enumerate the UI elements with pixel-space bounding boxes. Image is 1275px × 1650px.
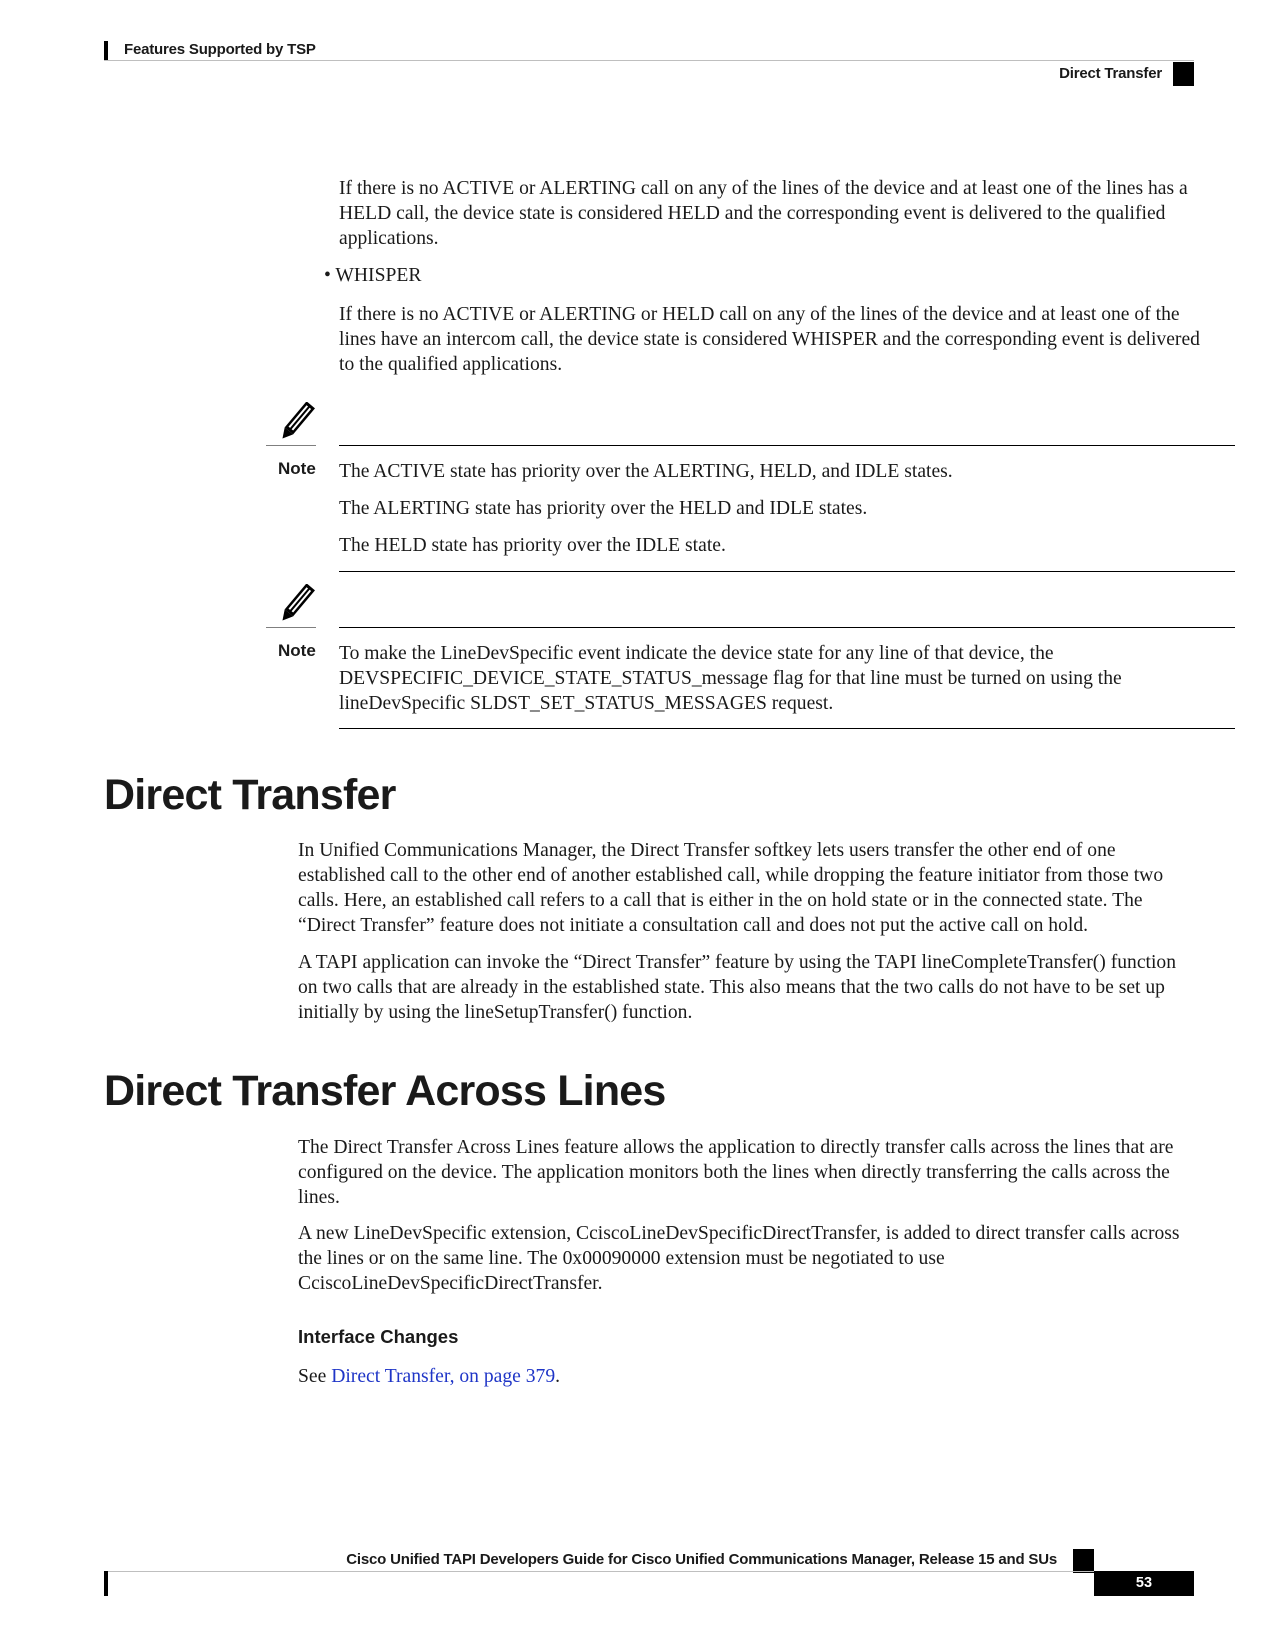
see-also-line <box>298 1364 1198 1389</box>
note-line: The ACTIVE state has priority over the ALERTING, HELD, and IDLE states. <box>339 461 953 482</box>
footer-page-number: 53 <box>1094 1571 1194 1596</box>
footer-rule <box>104 1571 1094 1572</box>
note-text: To make the LineDevSpecific event indicate the device state for any line of that device, the DEVSPECIFIC_DEVICE_STATE_STATUS_message flag for that line must be turned on using the lineDevSpecific SLDST_SET_STATUS_MESSAGES request. <box>339 643 1122 714</box>
paragraph: A new LineDevSpecific extension, CciscoLineDevSpecificDirectTransfer, is added to direct transfer calls across the lines or on the same line. The 0x00090000 extension must be negotiated to use CciscoLineDevSpecificDirectTransfer. <box>298 1223 1180 1294</box>
footer-left-bar <box>104 1571 108 1596</box>
section-title-direct-transfer: Direct Transfer <box>104 771 396 819</box>
see-prefix: See <box>298 1366 332 1387</box>
paragraph: A TAPI application can invoke the “Direct Transfer” feature by using the TAPI lineCompleteTransfer() function on two calls that are already in the established state. This also means that the two calls do not have to be set up initially by using the lineSetupTransfer() function. <box>298 952 1177 1023</box>
note-icon-rule <box>266 627 316 628</box>
see-suffix: . <box>555 1366 561 1387</box>
note-label: Note <box>278 641 316 660</box>
pencil-note-icon <box>276 402 318 442</box>
note-top-rule <box>339 445 1235 446</box>
note-label: Note <box>278 459 316 478</box>
whisper-paragraph: If there is no ACTIVE or ALERTING or HELD call on any of the lines of the device and at least one of the lines have an intercom call, the device state is considered WHISPER and the corresponding event is delivered to the qualified applications. <box>339 304 1200 375</box>
section-title-direct-transfer-across-lines: Direct Transfer Across Lines <box>104 1067 666 1115</box>
note-bottom-rule <box>339 571 1235 572</box>
footer-book-title: Cisco Unified TAPI Developers Guide for Cisco Unified Communications Manager, Release 15 and SUs <box>346 1551 1057 1568</box>
note-top-rule <box>339 627 1235 628</box>
paragraph: In Unified Communications Manager, the Direct Transfer softkey lets users transfer the other end of one established call to the other end of another established call, while dropping the feature initiator from those two calls. Here, an established call refers to a call that is either in the on hold state or in the connected state. The “Direct Transfer” feature does not initiate a consultation call and does not put the active call on hold. <box>298 840 1164 936</box>
header-rule <box>104 60 1194 61</box>
note-bottom-rule <box>339 728 1235 729</box>
footer-tab-marker <box>1073 1549 1094 1573</box>
note-line: The HELD state has priority over the IDLE state. <box>339 535 726 556</box>
header-section-title: Features Supported by TSP <box>124 41 316 58</box>
cross-reference-link[interactable]: Direct Transfer, on page 379 <box>331 1366 556 1387</box>
subheading-interface-changes: Interface Changes <box>298 1326 459 1347</box>
header-left-bar <box>104 41 108 61</box>
held-paragraph: If there is no ACTIVE or ALERTING call on any of the lines of the device and at least one of the lines has a HELD call, the device state is considered HELD and the corresponding event is delivered to the qualified applications. <box>339 178 1188 249</box>
pencil-note-icon <box>276 584 318 624</box>
bullet-whisper: • WHISPER <box>324 265 422 286</box>
note-line: The ALERTING state has priority over the HELD and IDLE states. <box>339 498 868 519</box>
note-icon-rule <box>266 445 316 446</box>
header-running-title: Direct Transfer <box>1059 65 1162 82</box>
header-tab-marker <box>1173 62 1194 86</box>
paragraph: The Direct Transfer Across Lines feature allows the application to directly transfer calls across the lines that are configured on the device. The application monitors both the lines when directly transferring the calls across the lines. <box>298 1137 1174 1208</box>
